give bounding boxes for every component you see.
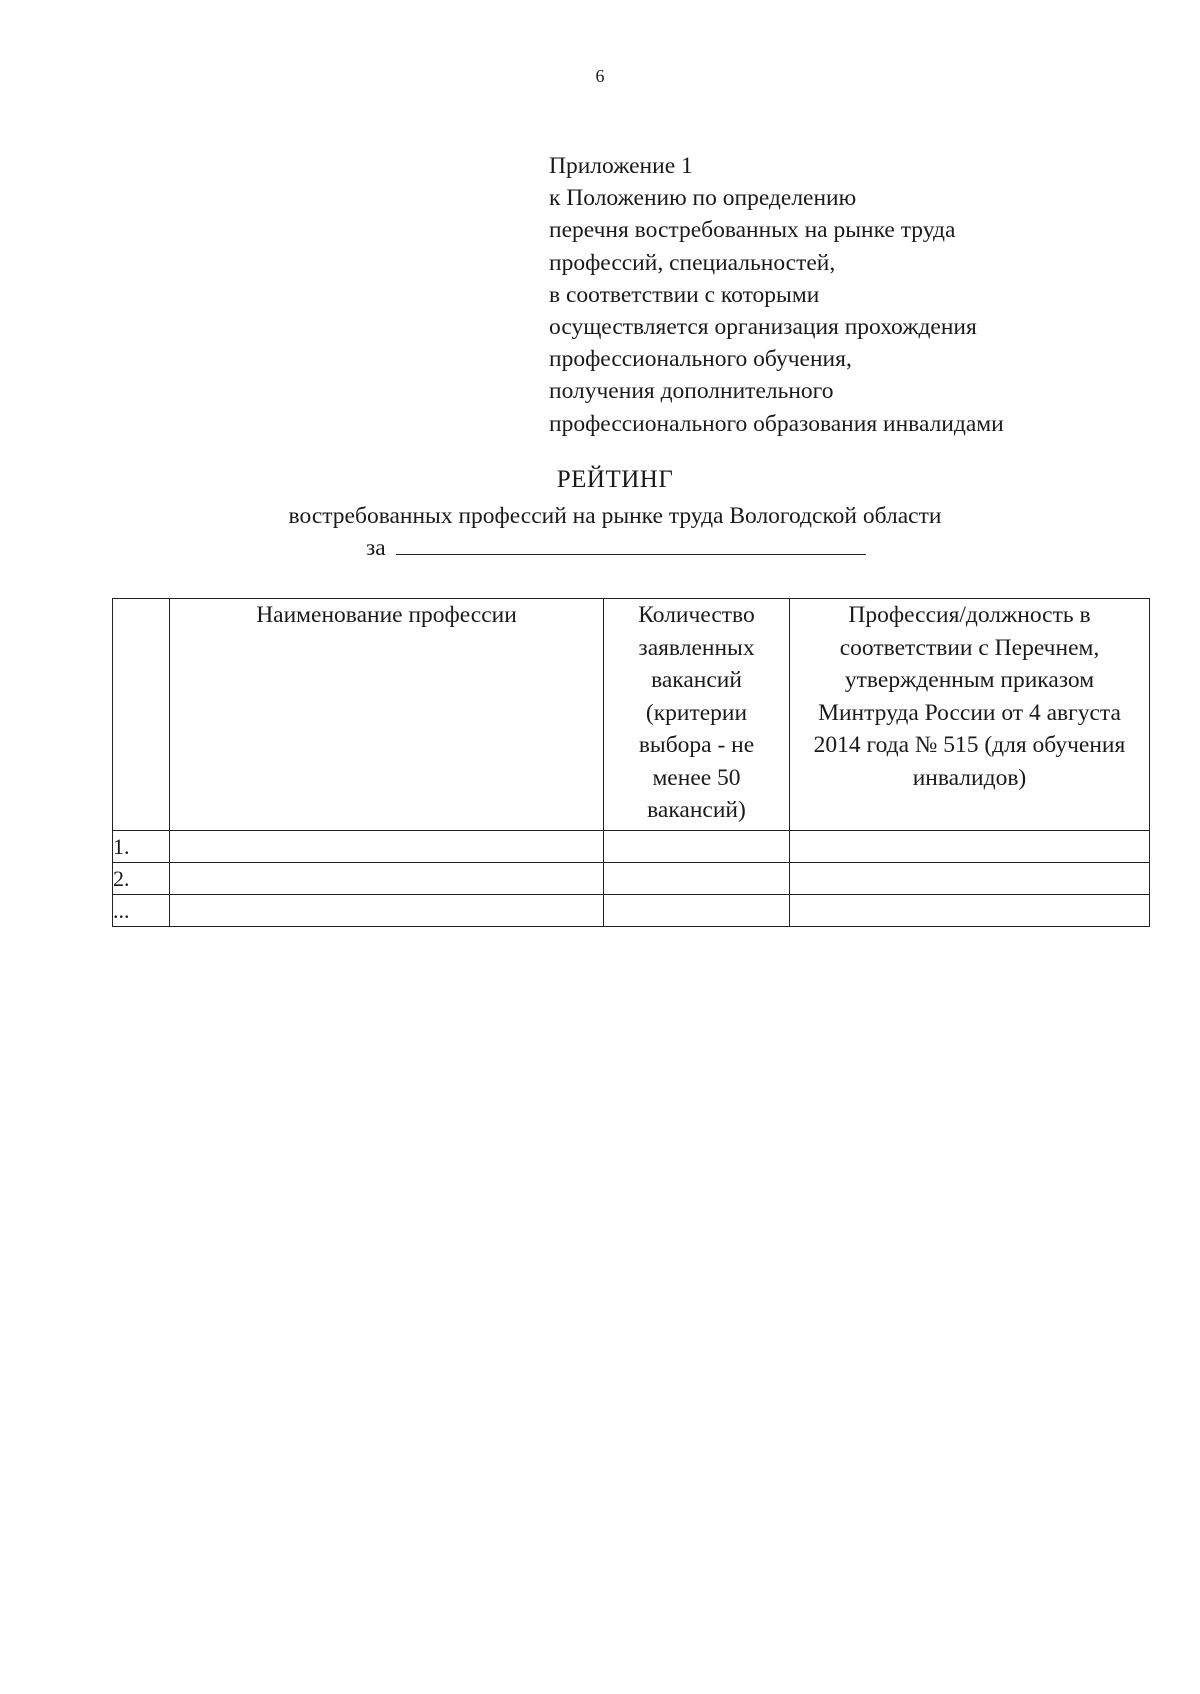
appendix-line: к Положению по определению [549,185,857,212]
appendix-line: профессий, специальностей, [549,249,836,276]
period-label: за [366,535,386,561]
table-row [113,831,1150,863]
document-subtitle: востребованных профессий на рынке труда Вологодской области [288,503,942,529]
table-cell [170,863,604,895]
appendix-block [549,150,1004,440]
rating-table-wrapper [112,598,1150,927]
table-cell [790,863,1150,895]
header-profession-list: Профессия/должность в соответствии с Перечнем, утвержденным приказом Минтруда России от 4 августа 2014 года № 515 (для обучения инвалидов) [790,599,1150,831]
row-number: ... [113,895,170,927]
table-cell [604,863,790,895]
appendix-line: получения дополнительного [549,378,834,405]
table-cell [170,895,604,927]
table-row [113,895,1150,927]
row-number: 2. [113,863,170,895]
table-cell [790,831,1150,863]
appendix-line: перечня востребованных на рынке труда [549,217,956,244]
rating-table [112,598,1150,927]
table-cell [604,831,790,863]
row-number: 1. [113,831,170,863]
appendix-line: Приложение 1 [549,153,693,179]
appendix-line: осуществляется организация прохождения [549,314,977,341]
appendix-line: профессионального образования инвалидами [549,410,1004,437]
period-line [366,534,866,562]
header-number [113,599,170,831]
table-row [113,863,1150,895]
appendix-line: профессионального обучения, [549,346,852,373]
table-cell [604,895,790,927]
table-cell [790,895,1150,927]
table-header-row [113,599,1150,831]
header-profession-name: Наименование профессии [170,599,604,831]
page-number: 6 [595,66,605,86]
document-title: РЕЙТИНГ [556,466,674,493]
header-vacancy-count: Количество заявленных вакансий (критерии выбора - не менее 50 вакансий) [604,599,790,831]
appendix-line: в соответствии с которыми [549,281,820,308]
period-blank [396,534,866,555]
table-cell [170,831,604,863]
